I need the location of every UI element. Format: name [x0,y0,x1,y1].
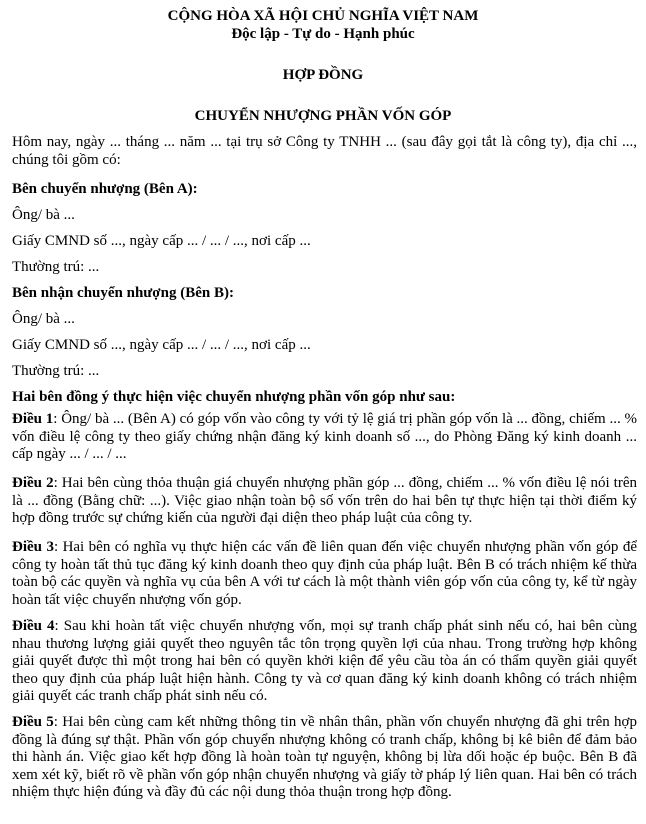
country-header: CỘNG HÒA XÃ HỘI CHỦ NGHĨA VIỆT NAM [167,8,479,24]
article-text: : Hai bên cùng cam kết những thông tin về nhân thân, phần vốn chuyển nhượng đã ghi trên hợp đồng là đúng sự thật. Phần vốn góp chuyển nhượng không có tranh chấp, không bị kê biên để đảm bảo thi hành án. Việc giao kết hợp đồng là hoàn toàn tự nguyện, không bị lừa dối hoặc ép buộc. Bên B đã xem xét kỹ, biết rõ về phần vốn góp nhận chuyển nhượng và giấy tờ pháp lý liên quan. Hai bên có trách nhiệm thực hiện đúng và đầy đủ các nội dung thỏa thuận trong hợp đồng. [12,714,637,800]
party-a-id: Giấy CMND số ..., ngày cấp ... / ... / ..., nơi cấp ... [12,233,311,249]
contract-title: HỢP ĐỒNG [282,67,364,83]
contract-subtitle: CHUYỂN NHƯỢNG PHẦN VỐN GÓP [194,108,452,124]
article-label: Điều 2 [12,475,54,491]
article-4 [12,618,637,706]
article-text: : Hai bên cùng thỏa thuận giá chuyển nhượng phần góp ... đồng, chiếm ... % vốn điều lệ nói trên là ... đồng (Bằng chữ: ...). Việc giao nhận toàn bộ số vốn trên do hai bên tự thực hiện tại thời điểm ký hợp đồng trước sự chứng kiến của người đại diện theo pháp luật của công ty. [12,475,637,526]
intro-paragraph: Hôm nay, ngày ... tháng ... năm ... tại trụ sở Công ty TNHH ... (sau đây gọi tắt là công ty), địa chỉ ..., chúng tôi gồm có: [12,134,637,168]
agreement-heading: Hai bên đồng ý thực hiện việc chuyển nhượng phần vốn góp như sau: [12,389,456,405]
article-text: : Sau khi hoàn tất việc chuyển nhượng vốn, mọi sự tranh chấp phát sinh nếu có, hai bên cùng nhau thương lượng giải quyết theo nguyên tắc tôn trọng quyền lợi của nhau. Trong trường hợp không giải quyết được thì một trong hai bên có quyền khởi kiện để yêu cầu tòa án có thẩm quyền giải quyết theo quy định của pháp luật hiện hành. Công ty và cơ quan đăng ký kinh doanh không có trách nhiệm giải quyết các tranh chấp phát sinh nếu có. [12,618,637,704]
party-b-id: Giấy CMND số ..., ngày cấp ... / ... / ..., nơi cấp ... [12,337,311,353]
party-b-name: Ông/ bà ... [12,311,75,327]
article-text: : Hai bên có nghĩa vụ thực hiện các vấn đề liên quan đến việc chuyển nhượng phần vốn góp để công ty hoàn tất thủ tục đăng ký kinh doanh theo quy định của pháp luật. Bên B có trách nhiệm kế thừa toàn bộ các quyền và nghĩa vụ của bên A với tư cách là một thành viên góp vốn của công ty, kể từ ngày hoàn tất việc chuyển nhượng vốn góp. [12,539,637,608]
article-2 [12,475,637,528]
party-a-address: Thường trú: ... [12,259,100,275]
article-text: : Ông/ bà ... (Bên A) có góp vốn vào công ty với tỷ lệ giá trị phần góp vốn là ... đồng, chiếm ... % vốn điều lệ công ty theo giấy chứng nhận đăng ký kinh doanh số ..., do Phòng Đăng ký kinh doanh ... cấp ngày ... / ... / ... [12,411,638,462]
article-5 [12,714,637,802]
article-label: Điều 5 [12,714,54,730]
party-b-heading: Bên nhận chuyển nhượng (Bên B): [12,285,234,301]
article-label: Điều 3 [12,539,54,555]
party-b-address: Thường trú: ... [12,363,100,379]
party-a-name: Ông/ bà ... [12,207,75,223]
article-label: Điều 1 [12,411,54,427]
article-3 [12,539,637,609]
article-1 [12,411,637,464]
motto: Độc lập - Tự do - Hạnh phúc [231,26,415,42]
article-label: Điều 4 [12,618,55,634]
party-a-heading: Bên chuyển nhượng (Bên A): [12,181,198,197]
